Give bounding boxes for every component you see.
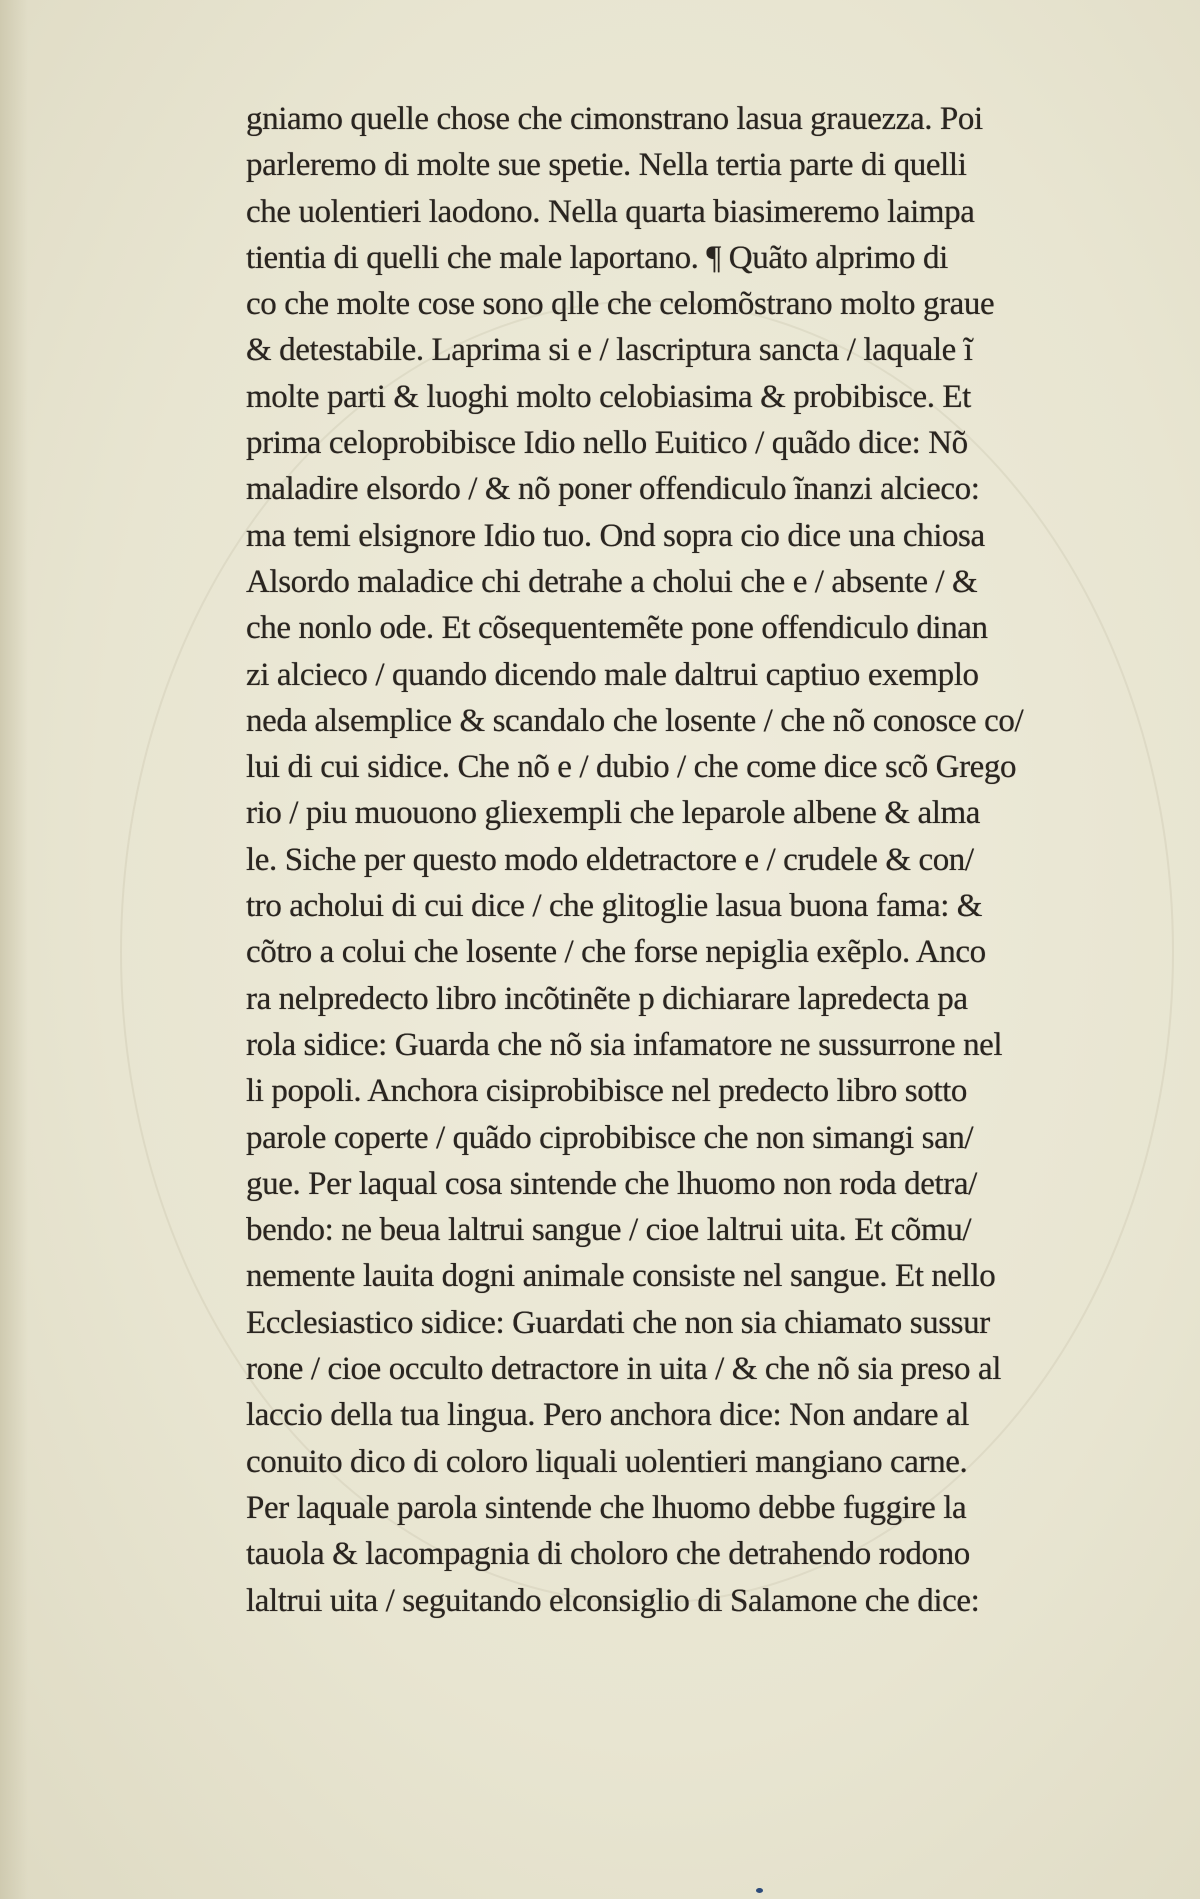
- text-line: gniamo quelle chose che cimonstrano lasua grauezza. Poi: [246, 101, 983, 137]
- text-line: co che molte cose sono qlle che celomõstrano molto graue: [246, 286, 995, 323]
- text-line: tro acholui di cui dice / che glitoglie lasua buona fama: &: [246, 888, 983, 925]
- text-line: prima celoprobibisce Idio nello Euitico / quãdo dice: Nõ: [246, 425, 968, 462]
- text-line: che uolentieri laodono. Nella quarta biasimeremo laimpa: [246, 193, 975, 230]
- text-line: laltrui uita / seguitando elconsiglio di Salamone che dice:: [246, 1582, 980, 1619]
- text-line: lui di cui sidice. Che nõ e / dubio / che come dice scõ Grego: [246, 749, 1017, 786]
- text-line: molte parti & luoghi molto celobiasima & probibisce. Et: [246, 378, 971, 415]
- text-line: rone / cioe occulto detractore in uita / & che nõ sia preso al: [246, 1351, 1001, 1388]
- text-line: bendo: ne beua laltrui sangue / cioe laltrui uita. Et cõmu/: [246, 1212, 972, 1249]
- text-line: laccio della tua lingua. Pero anchora dice: Non andare al: [246, 1397, 970, 1434]
- text-line: Alsordo maladice chi detrahe a cholui che e / absente / &: [246, 563, 978, 600]
- text-line: Ecclesiastico sidice: Guardati che non sia chiamato sussur: [246, 1304, 990, 1341]
- text-line: neda alsemplice & scandalo che losente / che nõ conosce co/: [246, 702, 1024, 739]
- text-line: Per laquale parola sintende che lhuomo debbe fuggire la: [246, 1489, 967, 1526]
- ink-spot: [756, 1888, 763, 1893]
- text-line: cõtro a colui che losente / che forse nepiglia exẽplo. Anco: [246, 934, 986, 971]
- text-line: parole coperte / quãdo ciprobibisce che non simangi san/: [246, 1119, 974, 1156]
- text-line: rola sidice: Guarda che nõ sia infamatore ne sussurrone nel: [246, 1026, 1003, 1063]
- page-edge-shadow: [0, 0, 28, 1899]
- text-line: ma temi elsignore Idio tuo. Ond sopra cio dice una chiosa: [246, 517, 985, 554]
- text-line: maladire elsordo / & nõ poner offendiculo ĩnanzi alcieco:: [246, 471, 980, 508]
- text-line: parleremo di molte sue spetie. Nella tertia parte di quelli: [246, 147, 967, 184]
- text-line: li popoli. Anchora cisiprobibisce nel predecto libro sotto: [246, 1073, 967, 1110]
- text-line: rio / piu muouono gliexempli che leparole albene & alma: [246, 795, 981, 832]
- text-line: zi alcieco / quando dicendo male daltrui captiuo exemplo: [246, 656, 979, 693]
- text-line: le. Siche per questo modo eldetractore e / crudele & con/: [246, 841, 974, 878]
- text-line: che nonlo ode. Et cõsequentemẽte pone offendiculo dinan: [246, 610, 988, 647]
- text-line: tauola & lacompagnia di choloro che detrahendo rodono: [246, 1536, 970, 1573]
- text-line: gue. Per laqual cosa sintende che lhuomo non roda detra/: [246, 1165, 977, 1202]
- text-line: tientia di quelli che male laportano. ¶ Quãto alprimo di: [246, 239, 948, 276]
- text-block: [246, 96, 1106, 1656]
- text-line: & detestabile. Laprima si e / lascriptura sancta / laquale ĩ: [246, 332, 973, 369]
- text-line: nemente lauita dogni animale consiste nel sangue. Et nello: [246, 1258, 996, 1295]
- text-line: conuito dico di coloro liquali uolentieri mangiano carne.: [246, 1443, 968, 1480]
- text-line: ra nelpredecto libro incõtinẽte p dichiarare lapredecta pa: [246, 980, 968, 1017]
